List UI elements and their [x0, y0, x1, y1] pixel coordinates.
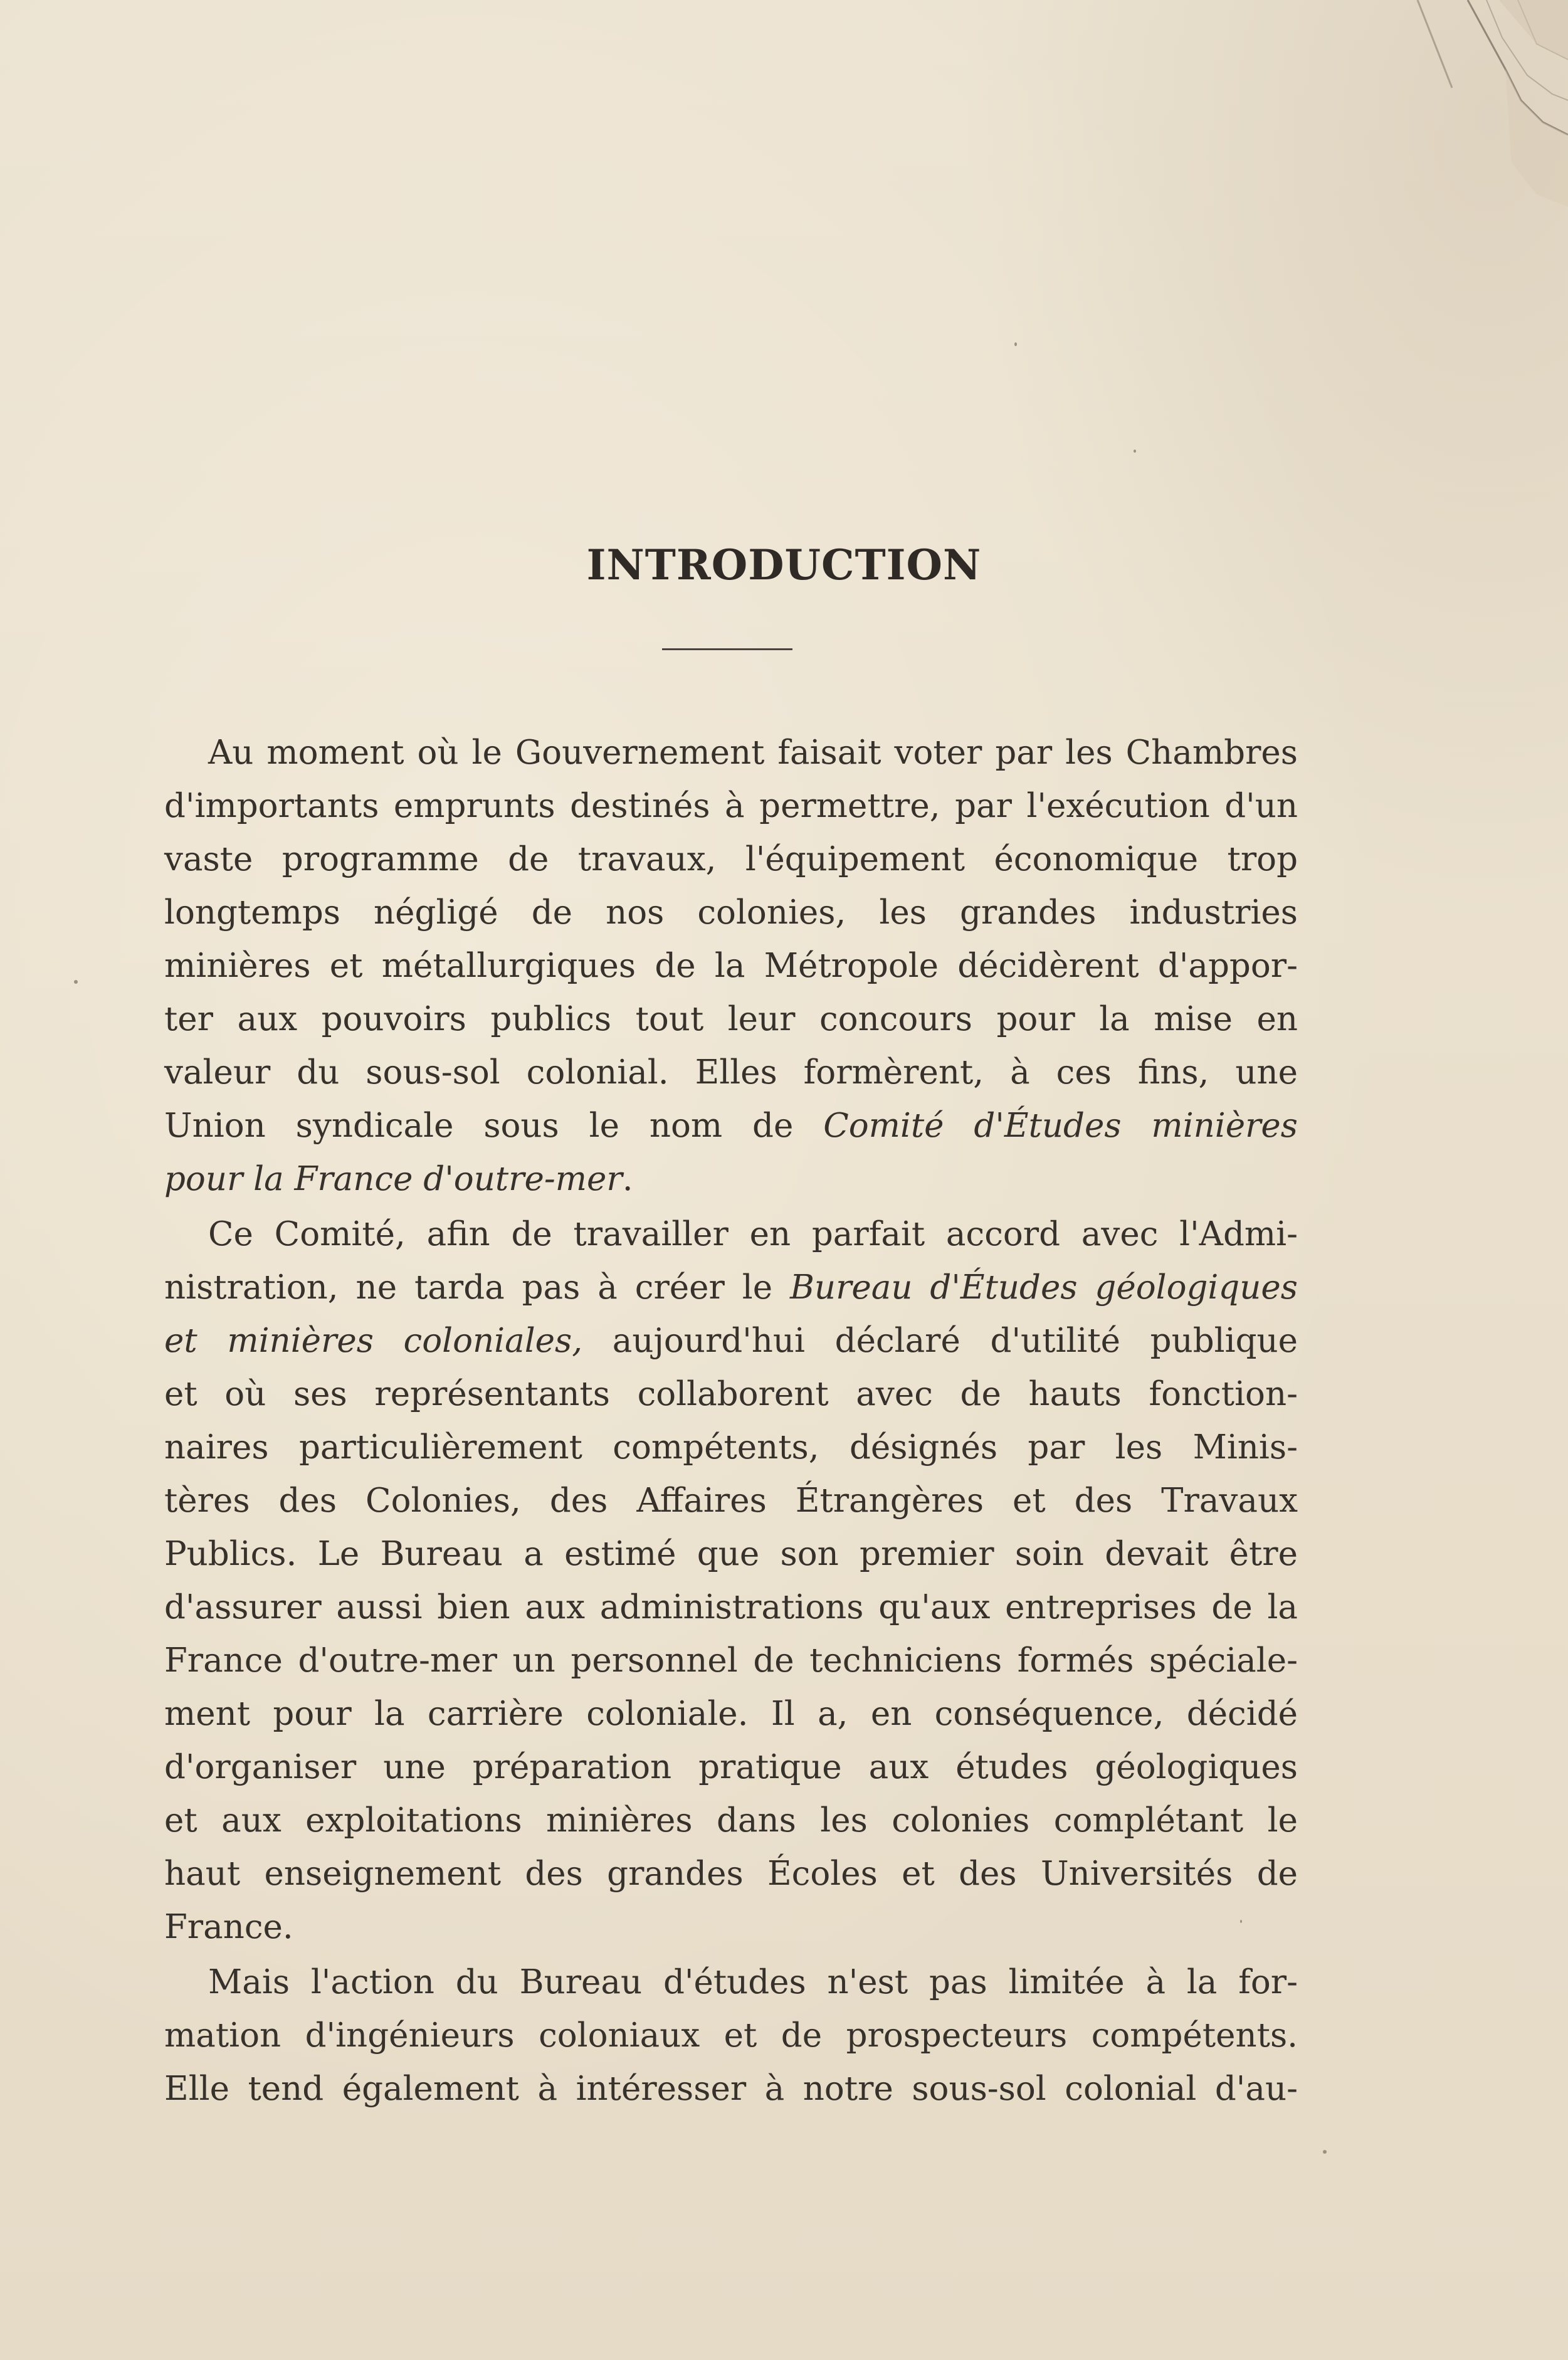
- paper-speck: [74, 980, 78, 984]
- text-line: d'assurer aussi bien aux administrations qu'aux entreprises de la: [164, 1588, 1298, 1626]
- italic-title: et minières coloniales,: [164, 1322, 583, 1360]
- text-line: tères des Colonies, des Affaires Étrangères et des Travaux: [164, 1482, 1298, 1520]
- italic-title: Bureau d'Études géologiques: [789, 1268, 1298, 1307]
- text-line: vaste programme de travaux, l'équipement économique trop: [164, 840, 1298, 878]
- italic-title: Comité d'Études minières: [823, 1107, 1298, 1145]
- paper-speck: [1134, 450, 1136, 453]
- text-line: d'importants emprunts destinés à permettre, par l'exécution d'un: [164, 787, 1298, 825]
- text-line: France.: [164, 1908, 293, 1946]
- text-line: France d'outre-mer un personnel de techniciens formés spéciale-: [164, 1641, 1298, 1680]
- page-title: INTRODUCTION: [586, 540, 982, 589]
- text-line: et où ses représentants collaborent avec de hauts fonction-: [164, 1375, 1298, 1413]
- text-line: pour la France d'outre-mer.: [164, 1160, 633, 1198]
- text-line: haut enseignement des grandes Écoles et des Universités de: [164, 1855, 1298, 1893]
- paper-speck: [1323, 2150, 1327, 2154]
- text-line: et minières coloniales, aujourd'hui déclaré d'utilité publique: [164, 1322, 1298, 1360]
- text-line: ment pour la carrière coloniale. Il a, en conséquence, décidé: [164, 1695, 1298, 1733]
- text-line: Publics. Le Bureau a estimé que son premier soin devait être: [164, 1535, 1298, 1573]
- text-line: mation d'ingénieurs coloniaux et de prospecteurs compétents.: [164, 2016, 1298, 2055]
- text-line: Au moment où le Gouvernement faisait voter par les Chambres: [208, 734, 1298, 772]
- text-line: d'organiser une préparation pratique aux études géologiques: [164, 1748, 1298, 1786]
- text-line: et aux exploitations minières dans les colonies complétant le: [164, 1801, 1298, 1840]
- text-line: Elle tend également à intéresser à notre sous-sol colonial d'au-: [164, 2070, 1298, 2108]
- text-line: Mais l'action du Bureau d'études n'est pas limitée à la for-: [208, 1963, 1298, 2001]
- text-line: ter aux pouvoirs publics tout leur concours pour la mise en: [164, 1000, 1298, 1038]
- italic-title: pour la France d'outre-mer: [164, 1160, 623, 1198]
- text-line: Ce Comité, afin de travailler en parfait accord avec l'Admi-: [208, 1215, 1298, 1253]
- text-line: minières et métallurgiques de la Métropole décidèrent d'appor-: [164, 947, 1298, 985]
- text-line: Union syndicale sous le nom de Comité d'Études minières: [164, 1107, 1298, 1145]
- text-line: longtemps négligé de nos colonies, les grandes industries: [164, 893, 1298, 932]
- text-line: nistration, ne tarda pas à créer le Bureau d'Études géologiques: [164, 1268, 1298, 1307]
- paper-speck: [1014, 342, 1017, 346]
- title-rule: [662, 648, 792, 650]
- text-line: naires particulièrement compétents, désignés par les Minis-: [164, 1428, 1298, 1467]
- text-line: valeur du sous-sol colonial. Elles formèrent, à ces fins, une: [164, 1053, 1298, 1092]
- torn-corner-mark: [1392, 0, 1568, 207]
- body-text: [164, 726, 1298, 2115]
